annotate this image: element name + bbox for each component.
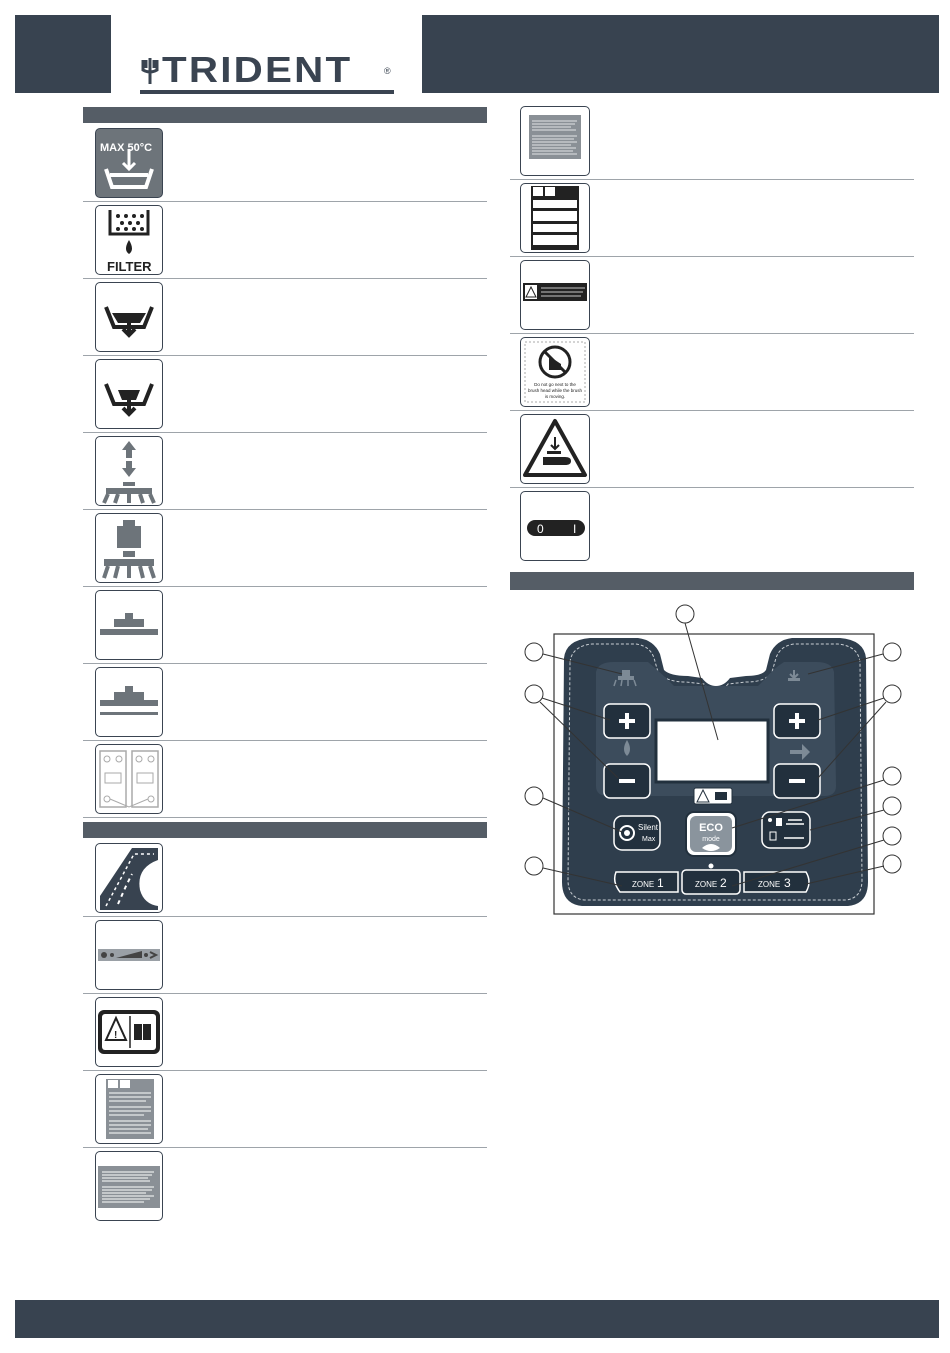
trident-icon xyxy=(140,56,160,86)
warning-manual-icon xyxy=(95,997,163,1067)
control-panel-svg xyxy=(518,600,913,920)
list-item xyxy=(510,256,914,334)
battery-connection-icon xyxy=(95,744,163,814)
eco-label[interactable]: ECO xyxy=(699,822,723,834)
list-item xyxy=(83,124,487,202)
header-right-block xyxy=(422,15,939,93)
brand-name: TRIDENT xyxy=(162,49,353,90)
tank-drain-icon xyxy=(95,282,163,352)
silent-label[interactable]: Silent xyxy=(638,823,659,832)
logo-underline xyxy=(140,90,394,94)
list-item xyxy=(83,993,487,1071)
tank-drain-low-icon xyxy=(95,359,163,429)
list-item xyxy=(510,487,914,564)
svg-text:is moving.: is moving. xyxy=(544,394,566,399)
zone-2-number[interactable]: 2 xyxy=(720,876,727,890)
list-item xyxy=(510,333,914,411)
list-item xyxy=(83,432,487,510)
switch-icon xyxy=(520,491,590,561)
speed-label-icon xyxy=(95,920,163,990)
brand-registered: ® xyxy=(384,66,391,76)
squeegee-down-icon xyxy=(95,590,163,660)
zone-2-label[interactable]: ZONE xyxy=(695,880,718,889)
footer-bar xyxy=(15,1300,939,1338)
brush-pressure-icon xyxy=(95,513,163,583)
list-item xyxy=(83,201,487,279)
safety-label-icon xyxy=(520,183,590,253)
section-bar-left-1 xyxy=(83,107,487,123)
list-item xyxy=(83,355,487,433)
max-temperature-icon xyxy=(95,128,163,198)
switch-off-label: 0 xyxy=(537,522,544,536)
instruction-label-icon xyxy=(95,1151,163,1221)
no-hand-icon xyxy=(520,337,590,407)
list-item xyxy=(83,1070,487,1148)
route-cover-icon xyxy=(95,843,163,913)
list-item xyxy=(83,740,487,818)
list-item xyxy=(510,410,914,488)
filter-label: FILTER xyxy=(107,259,152,274)
list-item xyxy=(510,102,914,180)
list-item xyxy=(510,179,914,257)
max-label[interactable]: Max xyxy=(642,836,656,843)
list-item xyxy=(83,509,487,587)
list-item xyxy=(83,1147,487,1224)
zone-1-number[interactable]: 1 xyxy=(657,876,664,890)
warning-strip-icon xyxy=(520,260,590,330)
list-item xyxy=(83,916,487,994)
squeegee-up-icon xyxy=(95,667,163,737)
switch-on-label: I xyxy=(573,522,577,536)
list-item xyxy=(83,586,487,664)
list-item xyxy=(83,839,487,917)
section-bar-right xyxy=(510,572,914,590)
zone-3-label[interactable]: ZONE xyxy=(758,880,781,889)
eco-sub-label[interactable]: mode xyxy=(702,836,720,843)
svg-text:!: ! xyxy=(114,1030,118,1041)
safety-label-icon xyxy=(95,1074,163,1144)
hand-crush-warning-icon xyxy=(520,414,590,484)
svg-text:brush head while the brush: brush head while the brush xyxy=(527,388,583,393)
section-bar-left-2 xyxy=(83,822,487,838)
max-temp-label: MAX 50°C xyxy=(100,142,153,154)
brush-lift-icon xyxy=(95,436,163,506)
instruction-label-icon xyxy=(520,106,590,176)
svg-text:Do not go next to the: Do not go next to the xyxy=(534,382,576,387)
filter-icon xyxy=(95,205,163,275)
brand-logo xyxy=(140,49,396,96)
zone-1-label[interactable]: ZONE xyxy=(632,880,655,889)
zone-3-number[interactable]: 3 xyxy=(784,876,791,890)
control-panel-diagram xyxy=(518,600,913,920)
header-left-block xyxy=(15,15,111,93)
list-item xyxy=(83,278,487,356)
list-item xyxy=(83,663,487,741)
